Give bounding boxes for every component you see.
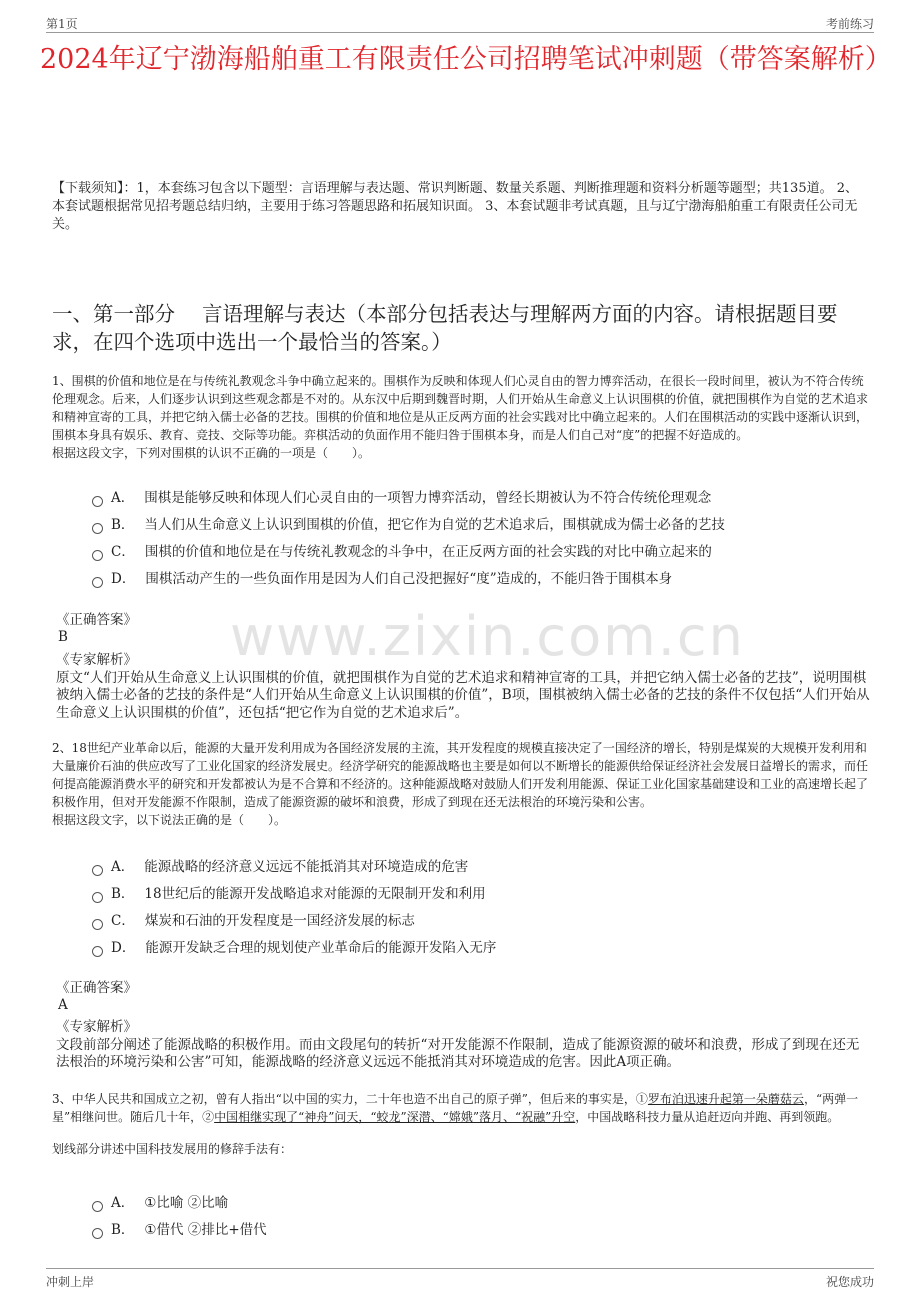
radio-icon[interactable] (92, 865, 103, 876)
option-q3-b[interactable]: B． ①借代 ②排比+借代 (92, 1220, 870, 1247)
question-3-options (92, 1193, 870, 1247)
question-2-answer (56, 980, 870, 1014)
explanation-text: 文段前部分阐述了能源战略的积极作用。而由文段尾句的转折“对开发能源不作限制，造成了能源资源的破坏和浪费，形成了到现在还无法根治的环境污染和公害”可知，能源战略的经济意义远远不能抵消其对环境造成的危害。因此A项正确。 (56, 1036, 860, 1070)
underlined-phrase-2: 中国相继实现了“神舟”问天，“蛟龙”深潜、“嫦娥”落月、“祝融”升空 (214, 1110, 576, 1124)
option-q1-a[interactable]: A． 围棋是能够反映和体现人们心灵自由的一项智力博弈活动，曾经长期被认为不符合传统伦理观念 (92, 488, 870, 515)
answer-value: A (58, 997, 68, 1013)
question-3-text: 3、中华人民共和国成立之初，曾有人指出“以中国的实力，二十年也造不出自己的原子弹”，但后来的事实是，①罗布泊迅速升起第一朵蘑菇云，“两弹一星”相继问世。随后几十年，②中国相继实现了“神舟”问天，“蛟龙”深潜、“嫦娥”落月、“祝融”升空，中国战略科技力量从追赶迈向并跑、再到领跑。 (52, 1092, 859, 1124)
radio-icon[interactable] (92, 1201, 103, 1212)
option-q1-b[interactable]: B． 当人们从生命意义上认识到围棋的价值，把它作为自觉的艺术追求后，围棋就成为儒士必备的艺技 (92, 515, 870, 542)
answer-label: 《正确答案》 (56, 980, 137, 996)
question-2-text: 2、18世纪产业革命以后，能源的大量开发利用成为各国经济发展的主流，其开发程度的规模直接决定了一国经济的增长，特别是煤炭的大规模开发利用和大量廉价石油的供应改写了工业化国家的经济发展史。经济学研究的能源战略也主要是如何以不断增长的能源供给保证经济社会发展日益增长的需求，而任何提高能源消费水平的研究和开发都被认为是不合算和不经济的。这种能源战略对鼓励人们开发利用能源、保证工业化国家基础建设和工业的高速增长起了积极作用，但对开发能源不作限制，造成了能源资源的破坏和浪费，形成了到现在还无法根治的环境污染和公害。 (52, 741, 869, 809)
question-2-options (92, 857, 870, 965)
question-2 (52, 739, 870, 829)
question-3-ask: 划线部分讲述中国科技发展用的修辞手法有： (52, 1142, 293, 1156)
radio-icon[interactable] (92, 892, 103, 903)
question-1 (52, 372, 870, 462)
option-q1-d[interactable]: D． 围棋活动产生的一些负面作用是因为人们自己没把握好“度”造成的，不能归咎于围棋本身 (92, 569, 870, 596)
answer-value: B (58, 629, 68, 645)
footer-left: 冲刺上岸 (46, 1275, 95, 1289)
radio-icon[interactable] (92, 946, 103, 957)
question-1-explanation (56, 652, 870, 722)
option-q2-b[interactable]: B． 18世纪后的能源开发战略追求对能源的无限制开发和利用 (92, 884, 870, 911)
radio-icon[interactable] (92, 523, 103, 534)
question-2-ask: 根据这段文字，以下说法正确的是（ ）。 (52, 813, 287, 827)
underlined-phrase-1: 罗布泊迅速升起第一朵蘑菇云 (647, 1092, 804, 1106)
question-2-explanation (56, 1019, 870, 1072)
document-title: 2024年辽宁渤海船舶重工有限责任公司招聘笔试冲刺题（带答案解析） (40, 44, 892, 75)
question-1-ask: 根据这段文字，下列对围棋的认识不正确的一项是（ ）。 (52, 446, 371, 460)
option-q3-a[interactable]: A． ①比喻 ②比喻 (92, 1193, 870, 1220)
header-label: 考前练习 (825, 17, 874, 31)
page-footer (46, 1268, 874, 1289)
page-number: 第1页 (46, 17, 78, 31)
expert-label: 《专家解析》 (56, 1019, 137, 1035)
radio-icon[interactable] (92, 577, 103, 588)
question-1-text: 1、围棋的价值和地位是在与传统礼教观念斗争中确立起来的。围棋作为反映和体现人们心灵自由的智力博弈活动，在很长一段时间里，被认为不符合传统伦理观念。后来，人们逐步认识到这些观念都是不对的。从东汉中后期到魏晋时期，人们开始从生命意义上认识围棋的价值，就把围棋作为自觉的艺术追求和精神宣寄的工具，并把它纳入儒士必备的艺技。围棋的价值和地位是从正反两方面的社会实践对比中确立起来的。人们在围棋活动的实践中逐渐认识到，围棋本身具有娱乐、教育、竞技、交际等功能。弈棋活动的负面作用不能归咎于围棋本身，而是人们自己对“度”的把握不好造成的。 (52, 374, 869, 442)
watermark: www.zixin.com.cn (230, 605, 745, 668)
explanation-text: 原文“人们开始从生命意义上认识围棋的价值，就把围棋作为自觉的艺术追求和精神宣寄的工具，并把它纳入儒士必备的艺技”，说明围棋被纳入儒士必备的艺技的条件是“人们开始从生命意义上认识围棋的价值”，B项，围棋被纳入儒士必备的艺技的条件不仅包括“人们开始从生命意义上认识围棋的价值”，还包括“把它作为自觉的艺术追求后”。 (56, 669, 870, 721)
radio-icon[interactable] (92, 496, 103, 507)
section-heading: 一、第一部分 言语理解与表达（本部分包括表达与理解两方面的内容。请根据题目要求，在四个选项中选出一个最恰当的答案。） (52, 302, 838, 354)
answer-label: 《正确答案》 (56, 612, 137, 628)
question-1-options (92, 488, 870, 596)
expert-label: 《专家解析》 (56, 652, 137, 668)
page-header (46, 12, 874, 33)
radio-icon[interactable] (92, 919, 103, 930)
option-q2-d[interactable]: D． 能源开发缺乏合理的规划使产业革命后的能源开发陷入无序 (92, 938, 870, 965)
radio-icon[interactable] (92, 1228, 103, 1239)
option-q1-c[interactable]: C． 围棋的价值和地位是在与传统礼教观念的斗争中，在正反两方面的社会实践的对比中确立起来的 (92, 542, 870, 569)
footer-right: 祝您成功 (825, 1275, 874, 1289)
option-q2-a[interactable]: A． 能源战略的经济意义远远不能抵消其对环境造成的危害 (92, 857, 870, 884)
radio-icon[interactable] (92, 550, 103, 561)
option-q2-c[interactable]: C． 煤炭和石油的开发程度是一国经济发展的标志 (92, 911, 870, 938)
question-3 (52, 1090, 870, 1158)
download-notice: 【下载须知】：1，本套练习包含以下题型：言语理解与表达题、常识判断题、数量关系题、判断推理题和资料分析题等题型；共135道。 2、本套试题根据常见招考题总结归纳，主要用于练习答题思路和拓展知识面。 3、本套试题非考试真题，且与辽宁渤海船舶重工有限责任公司无关。 (52, 181, 858, 232)
